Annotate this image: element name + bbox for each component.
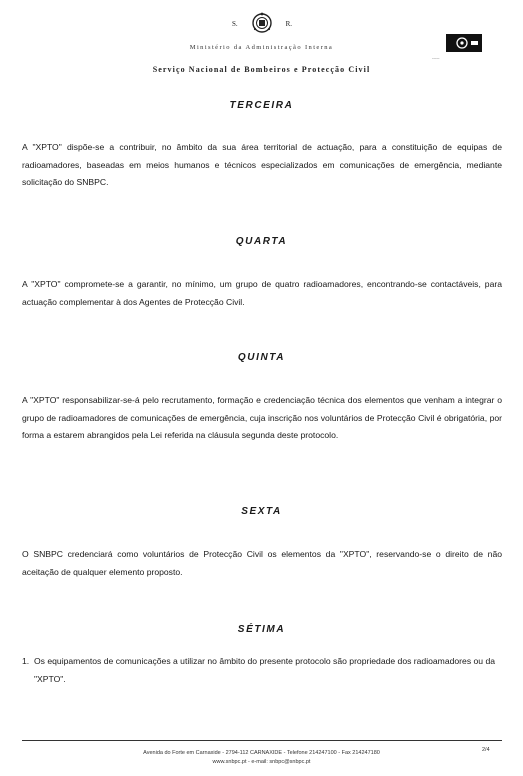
coat-of-arms-icon xyxy=(251,12,273,34)
letter-s: S. xyxy=(232,20,238,28)
footer-web: www.snbpc.pt - e-mail: snbpc@snbpc.pt xyxy=(212,759,311,765)
clause-heading-setima: SÉTIMA xyxy=(237,624,286,635)
clause-text-quinta: A "XPTO" responsabilizar-se-á pelo recrutamento, formação e credenciação técnica dos elementos que venham a integrar o grupo de radioamadores de comunicações de emergência, cuja inscrição nos voluntários de Protecção Civil é obrigatória, por forma a estarem abrangidos pela Lei referida na cláusula segunda deste protocolo. xyxy=(22,395,502,440)
clause-heading-terceira: TERCEIRA xyxy=(229,100,294,111)
clause-text-terceira: A "XPTO" dispõe-se a contribuir, no âmbito da sua área territorial de actuação, para a constituição de equipas de radioamadores, baseadas em meios humanos e técnicos especializados em comunicações de emergência, mediante solicitação do SNBPC. xyxy=(22,142,502,187)
list-item xyxy=(22,653,502,688)
clause-text-quarta: A "XPTO" compromete-se a garantir, no mínimo, um grupo de quatro radioamadores, encontrando-se contactáveis, para actuação complementar à dos Agentes de Protecção Civil. xyxy=(22,279,502,307)
snbpc-logo xyxy=(446,34,482,52)
clause-heading-sexta: SEXTA xyxy=(241,506,282,517)
letter-r: R. xyxy=(285,20,292,28)
clause-heading-quarta: QUARTA xyxy=(235,236,288,247)
ministry-name: Ministério da Administração Interna xyxy=(189,44,334,51)
snbpc-logo-icon xyxy=(446,34,482,52)
clause-heading-quinta: QUINTA xyxy=(237,352,286,363)
service-name: Serviço Nacional de Bombeiros e Protecção Civil xyxy=(152,65,371,74)
footer-address: Avenida do Forte em Carnaxide - 2794-112 CARNAXIDE - Telefone 214247100 - Fax 214247180 xyxy=(143,750,380,756)
list-item-number: 1. xyxy=(22,656,30,666)
logo-caption: ----- xyxy=(432,56,440,61)
republic-mark xyxy=(232,12,292,34)
footer-divider xyxy=(22,740,502,741)
page-number: 2/4 xyxy=(482,747,490,753)
list-item-text: Os equipamentos de comunicações a utilizar no âmbito do presente protocolo são propriedade dos radioamadores ou da "XPTO". xyxy=(34,656,496,684)
clause-text-sexta: O SNBPC credenciará como voluntários de Protecção Civil os elementos da "XPTO", reservando-se o direito de não aceitação de qualquer elemento proposto. xyxy=(22,549,502,577)
